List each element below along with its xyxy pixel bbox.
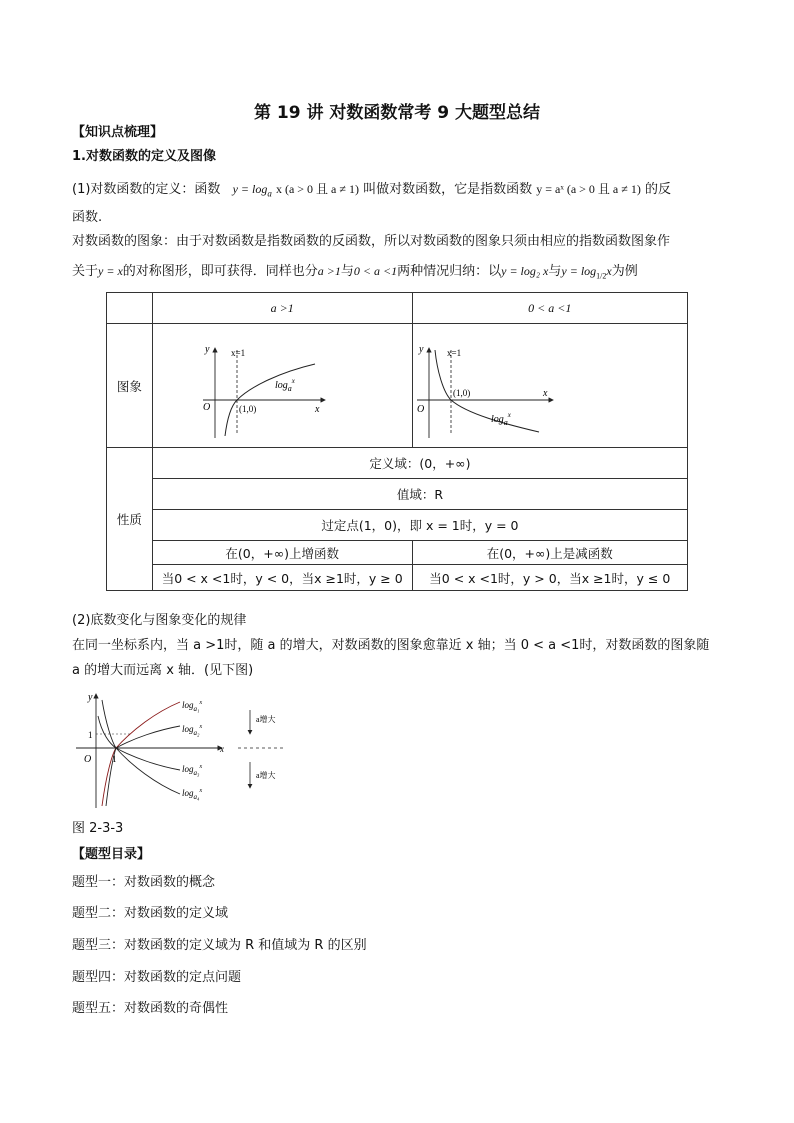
properties-table (106, 292, 688, 591)
definition-mid: 叫做对数函数，它是指数函数 (363, 182, 533, 197)
arrow-label-top: a增大 (256, 715, 276, 724)
arrow-label-bottom: a增大 (256, 771, 276, 780)
fixed-point-label: (1,0) (452, 387, 470, 398)
curve-label-a4: $\log_{a_4}^x$ (182, 788, 203, 801)
table-corner-cell (107, 293, 153, 324)
definition-formula: y = log (232, 182, 268, 196)
graph-description-line-2 (72, 262, 638, 286)
section-toc-heading: 【题型目录】 (72, 847, 151, 862)
base-change-figure (72, 690, 302, 814)
subsection-base-change-heading: (2)底数变化与图象变化的规律 (72, 613, 247, 628)
symmetry-line: y = x (98, 264, 123, 278)
property-fixed-point: 过定点(1，0)，即 x = 1时，y = 0 (152, 510, 687, 541)
definition-formula-base: a (267, 188, 272, 199)
x-axis-label: x (314, 403, 320, 415)
desc-part-b: 的对称图形，即可获得．同样也分 (122, 264, 318, 279)
definition-suffix: 的反 (644, 182, 671, 197)
table-row-label-graph: 图象 (107, 324, 153, 448)
desc-part-g: 与 (548, 264, 562, 279)
case-a-gt-1: a >1 (317, 264, 341, 278)
decreasing-log-graph (415, 340, 555, 440)
x-one-label: 1 (112, 754, 117, 764)
curve-label: $\log_a^x$ (490, 410, 511, 427)
property-sign-decreasing: 当0 < x <1时，y > 0，当x ≥1时，y ≤ 0 (412, 565, 687, 591)
example-log2: y = log₂ x (501, 264, 549, 278)
x-axis-label: x (220, 744, 224, 754)
property-sign-increasing: 当0 < x <1时，y < 0，当x ≥1时，y ≥ 0 (152, 565, 412, 591)
subsection-definition-heading: 1.对数函数的定义及图像 (72, 149, 216, 164)
toc-item: 题型三：对数函数的定义域为 R 和值域为 R 的区别 (72, 938, 367, 953)
curve-label: $\log_a^x$ (274, 376, 295, 393)
table-row-label-properties: 性质 (107, 448, 153, 591)
x-axis-label: x (542, 387, 547, 399)
graph-cell-increasing (152, 324, 412, 448)
property-range: 值域：R (152, 479, 687, 510)
table-header-a-lt-1: 0 < a <1 (412, 293, 687, 324)
example-log-half: y = log (561, 264, 597, 278)
definition-formula-x: x (a > 0 且 a ≠ 1) (275, 182, 359, 196)
graph-cell-decreasing (412, 324, 687, 448)
desc-part-d: 与 (340, 264, 354, 279)
definition-line-1 (72, 180, 671, 203)
curve-a4 (102, 700, 180, 794)
table-header-a-gt-1: a >1 (152, 293, 412, 324)
property-monotone-increasing: 在(0，+∞)上增函数 (152, 541, 412, 565)
curve-label-a1: $\log_{a_1}^x$ (182, 700, 203, 713)
y-one-label: 1 (88, 730, 93, 740)
toc-item: 题型二：对数函数的定义域 (72, 906, 229, 921)
definition-line-2: 函数. (72, 210, 103, 225)
y-axis-label: y (88, 692, 93, 703)
origin-label: O (202, 401, 211, 413)
case-a-lt-1: 0 < a <1 (353, 264, 398, 278)
definition-prefix: (1)对数函数的定义：函数 (72, 182, 221, 197)
desc-part-e: 两种情况归纳：以 (397, 264, 502, 279)
toc-item: 题型一：对数函数的概念 (72, 875, 216, 890)
toc-item: 题型四：对数函数的定点问题 (72, 970, 242, 985)
example-log-half-base: 1/2 (596, 271, 607, 281)
desc-part-h: 为例 (611, 264, 638, 279)
property-monotone-decreasing: 在(0，+∞)上是减函数 (412, 541, 687, 565)
figure-caption: 图 2-3-3 (72, 821, 124, 836)
curve-label-a3: $\log_{a_3}^x$ (182, 764, 203, 777)
asymptote-label: x=1 (446, 347, 461, 358)
origin-label: O (416, 403, 424, 415)
graph-description-line-1: 对数函数的图象：由于对数函数是指数函数的反函数，所以对数函数的图象只须由相应的指数函数图象作 (72, 234, 671, 249)
property-domain: 定义域：(0，+∞) (152, 448, 687, 479)
base-change-line-2: a 的增大而远离 x 轴．(见下图) (72, 663, 254, 678)
origin-label: O (84, 754, 92, 765)
page-title: 第 19 讲 对数函数常考 9 大题型总结 (253, 103, 541, 123)
example-log-half-x: x (606, 264, 612, 278)
y-axis-label: y (204, 343, 210, 355)
section-knowledge-heading: 【知识点梳理】 (72, 125, 164, 140)
exponential-formula: y = aˣ (a > 0 且 a ≠ 1) (536, 182, 641, 196)
desc-part-a: 关于 (72, 264, 99, 279)
fixed-point-label: (1,0) (238, 403, 257, 414)
y-axis-label: y (418, 343, 423, 355)
curve-label-a2: $\log_{a_2}^x$ (182, 724, 203, 737)
asymptote-label: x=1 (230, 347, 245, 358)
increasing-log-graph (201, 340, 341, 440)
base-change-line-1: 在同一坐标系内，当 a >1时，随 a 的增大，对数函数的图象愈靠近 x 轴；当 0 < a <1时，对数函数的图象随 (72, 638, 710, 653)
toc-item: 题型五：对数函数的奇偶性 (72, 1001, 229, 1016)
curve-a2 (106, 726, 180, 806)
